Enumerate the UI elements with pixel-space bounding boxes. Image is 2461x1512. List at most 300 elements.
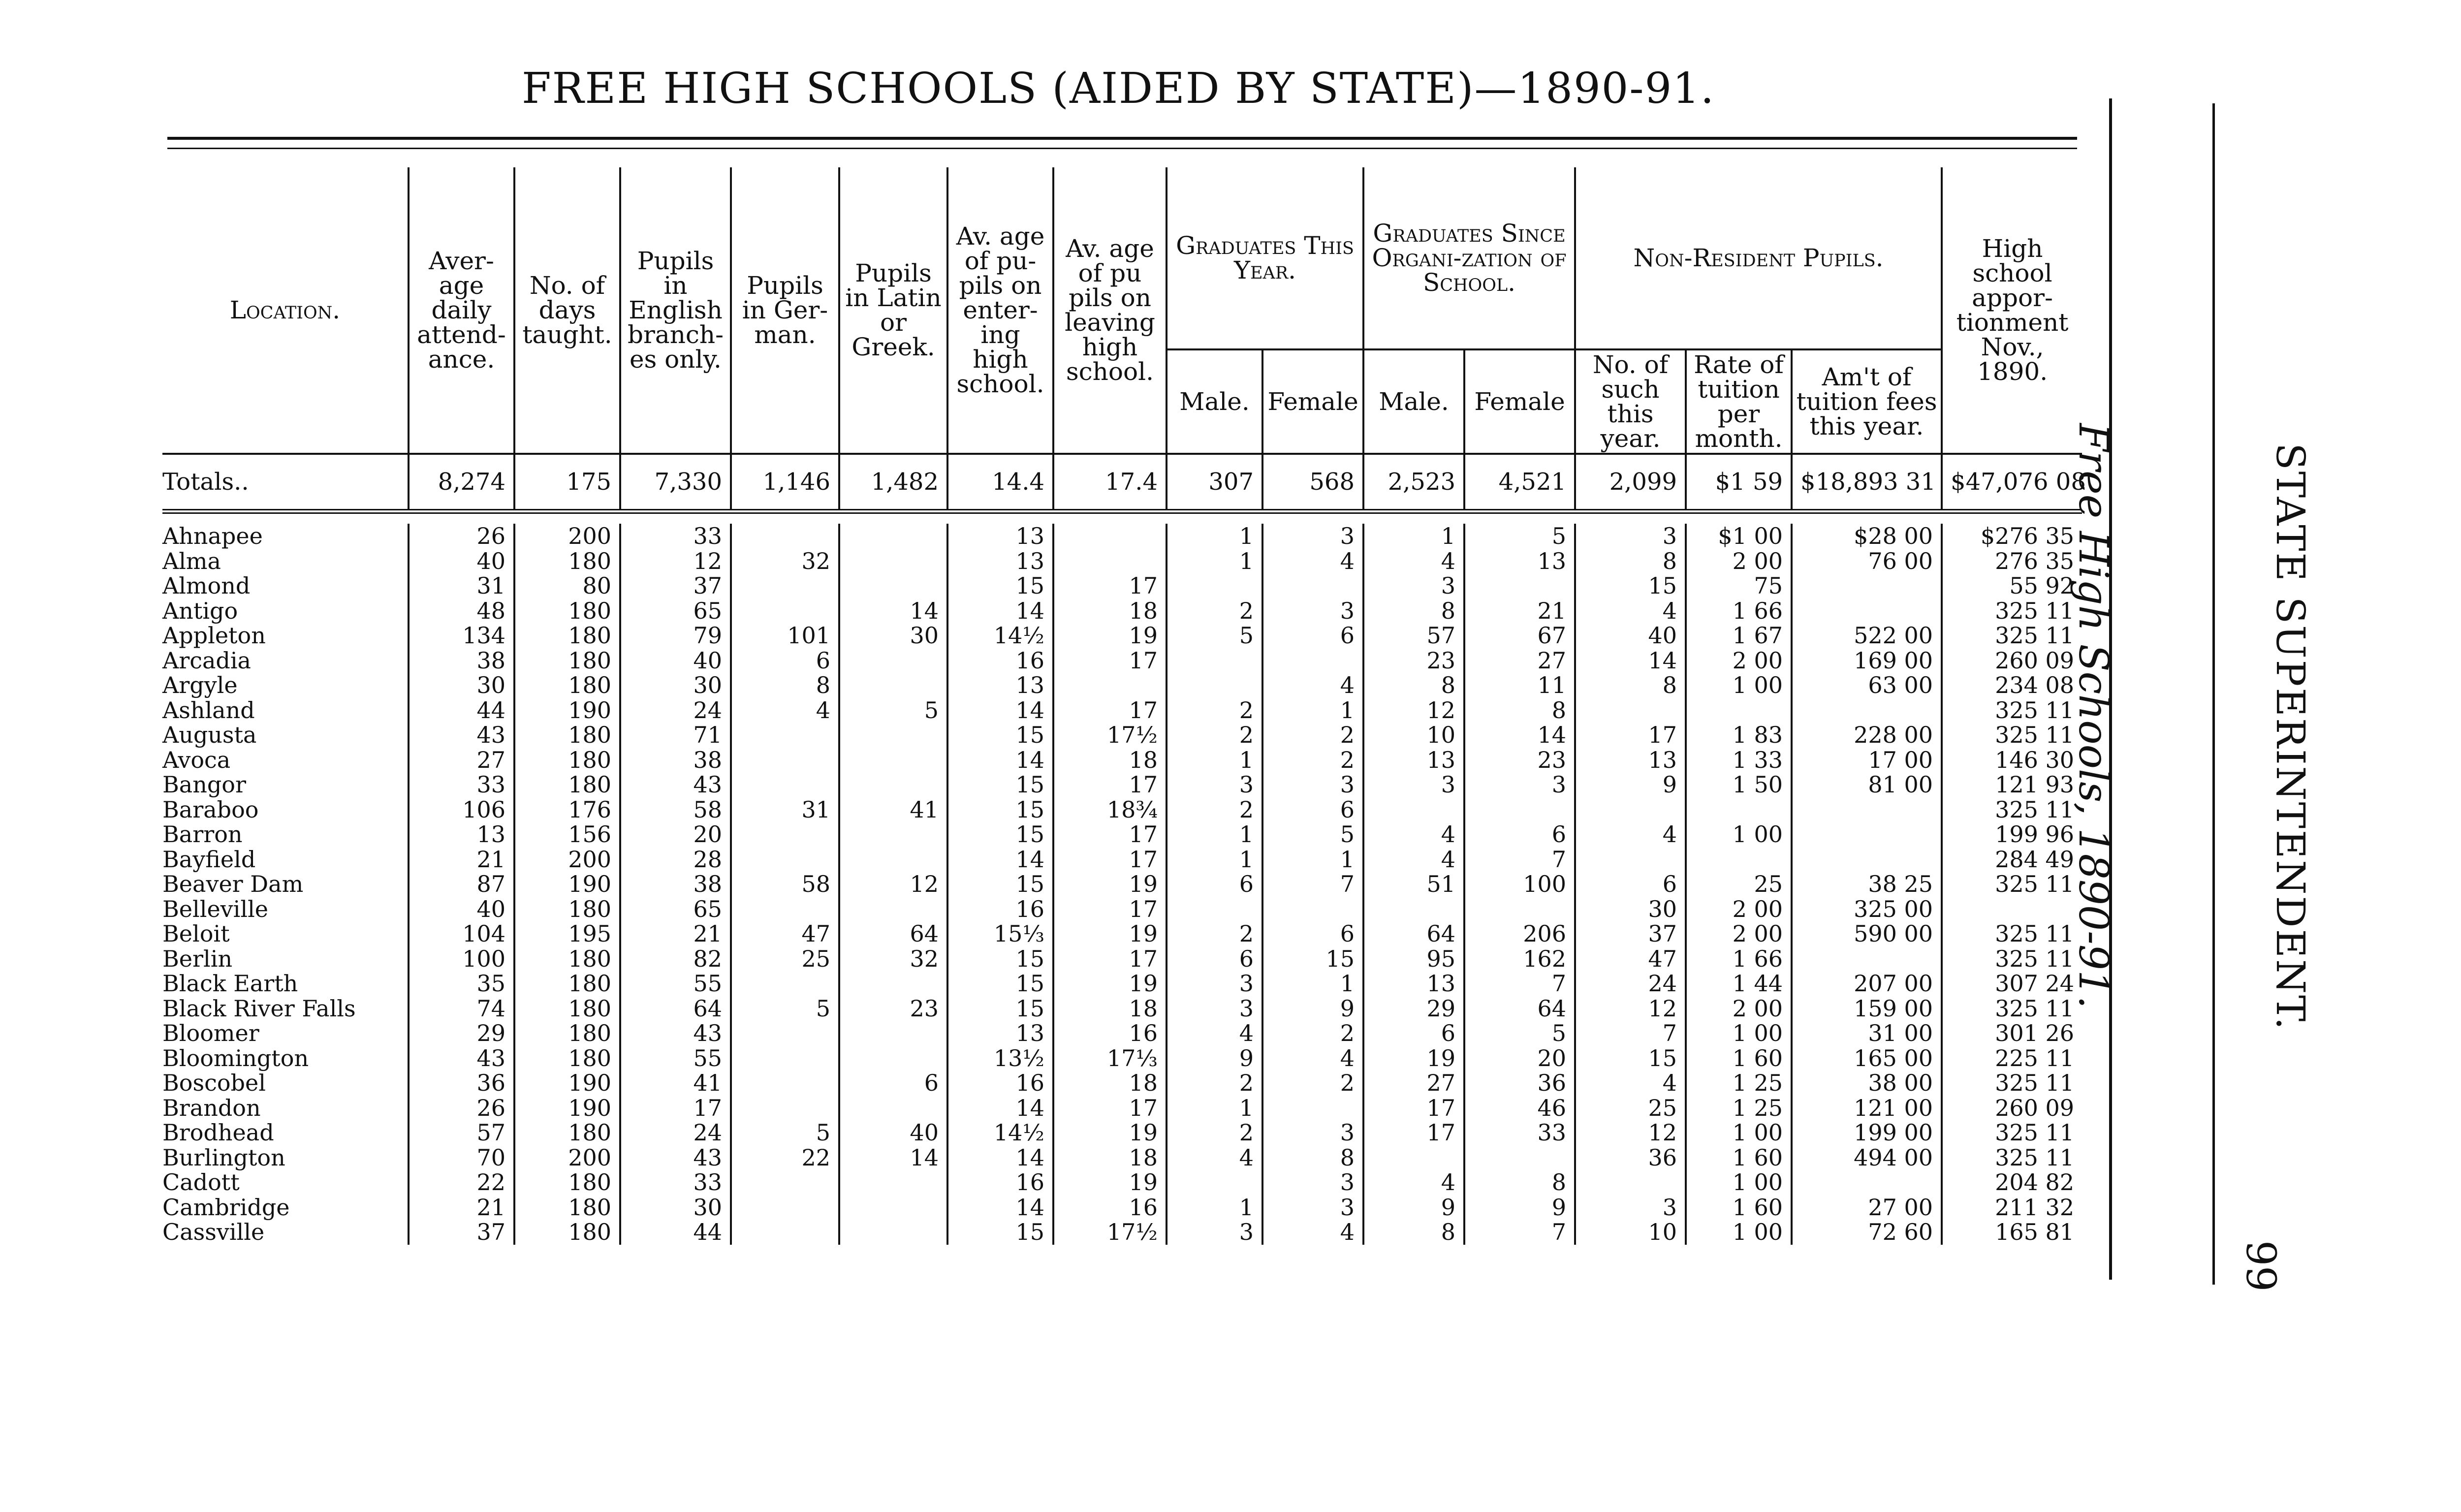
- table-cell: 3: [1262, 1120, 1363, 1145]
- table-cell: 16: [1053, 1195, 1167, 1220]
- table-cell: 4: [1575, 598, 1686, 624]
- table-cell: 325 11: [1942, 996, 2082, 1021]
- table-cell: 5: [839, 698, 947, 723]
- table-cell: 325 11: [1942, 598, 2082, 624]
- table-cell: 64: [620, 996, 731, 1021]
- table-cell: 16: [947, 897, 1053, 922]
- table-cell: 26: [409, 524, 514, 549]
- table-cell: 10: [1575, 1220, 1686, 1245]
- table-cell: 121 00: [1792, 1096, 1942, 1121]
- table-cell: [839, 971, 947, 996]
- table-cell: 228 00: [1792, 723, 1942, 748]
- table-cell: 17: [1053, 698, 1167, 723]
- table-cell: [731, 1021, 839, 1046]
- table-cell: 2: [1262, 748, 1363, 773]
- table-cell: 17: [1053, 847, 1167, 872]
- table-cell: [1792, 698, 1942, 723]
- table-cell: 30: [620, 1195, 731, 1220]
- table-cell: 121 93: [1942, 772, 2082, 797]
- table-cell: 14½: [947, 623, 1053, 648]
- table-cell: 159 00: [1792, 996, 1942, 1021]
- table-cell: 307 24: [1942, 971, 2082, 996]
- table-cell: 7: [1262, 872, 1363, 897]
- table-cell: 67: [1464, 623, 1575, 648]
- table-cell: 14: [947, 698, 1053, 723]
- table-cell: 15: [1575, 1046, 1686, 1071]
- table-cell: 1,146: [731, 454, 839, 511]
- table-cell: 17: [1053, 772, 1167, 797]
- table-cell: 17: [1363, 1120, 1464, 1145]
- table-row: [162, 1071, 2082, 1096]
- table-cell: 6: [1167, 872, 1262, 897]
- table-cell: 30: [839, 623, 947, 648]
- table-cell: 19: [1363, 1046, 1464, 1071]
- table-cell: 1: [1167, 748, 1262, 773]
- table-cell: 3: [1262, 1195, 1363, 1220]
- table-cell: 9: [1363, 1195, 1464, 1220]
- table-cell: 24: [1575, 971, 1686, 996]
- table-cell: 1 00: [1686, 1170, 1792, 1195]
- table-cell: [1792, 797, 1942, 822]
- table-cell: 82: [620, 946, 731, 972]
- table-cell: 3: [1575, 524, 1686, 549]
- table-cell: 51: [1363, 872, 1464, 897]
- table-cell: $1 59: [1686, 454, 1792, 511]
- table-cell: 30: [1575, 897, 1686, 922]
- school-location: Appleton: [162, 622, 266, 649]
- table-row: [162, 524, 2082, 549]
- table-cell: 7: [1575, 1021, 1686, 1046]
- school-location: Belleville: [162, 895, 269, 922]
- page-number: 99: [2237, 1240, 2284, 1292]
- table-cell: 65: [620, 897, 731, 922]
- table-cell: 3: [1262, 772, 1363, 797]
- table-row: [162, 598, 2082, 624]
- table-cell: 1: [1167, 847, 1262, 872]
- table-cell: 207 00: [1792, 971, 1942, 996]
- table-cell: 101: [731, 623, 839, 648]
- table-cell: 260 09: [1942, 648, 2082, 673]
- table-cell: 14: [947, 1096, 1053, 1121]
- table-row: [162, 1220, 2082, 1245]
- table-cell: 19: [1053, 623, 1167, 648]
- table-cell: 1 50: [1686, 772, 1792, 797]
- table-cell: 190: [514, 698, 620, 723]
- table-cell: 325 11: [1942, 1071, 2082, 1096]
- table-cell: [839, 1170, 947, 1195]
- school-location: Berlin: [162, 945, 233, 972]
- table-cell: 180: [514, 1120, 620, 1145]
- table-cell: 37: [1575, 921, 1686, 946]
- school-location: Brandon: [162, 1094, 261, 1121]
- table-cell: 4: [731, 698, 839, 723]
- table-cell: 27: [1363, 1071, 1464, 1096]
- school-location: Boscobel: [162, 1070, 266, 1096]
- table-cell: 4: [1575, 822, 1686, 847]
- header-nr-count: No. of such this year.: [1575, 349, 1686, 454]
- table-cell: 1 66: [1686, 946, 1792, 972]
- table-cell: 9: [1167, 1046, 1262, 1071]
- school-location: Black River Falls: [162, 995, 356, 1022]
- table-cell: [1167, 673, 1262, 698]
- table-cell: 8: [1363, 598, 1464, 624]
- table-row: [162, 748, 2082, 773]
- header-non-resident: Non-Resident Pupils.: [1575, 167, 1942, 349]
- table-cell: 1 60: [1686, 1145, 1792, 1170]
- table-cell: 31: [731, 797, 839, 822]
- table-cell: 180: [514, 598, 620, 624]
- table-cell: [839, 549, 947, 574]
- table-cell: 19: [1053, 872, 1167, 897]
- table-cell: 29: [1363, 996, 1464, 1021]
- side-header: STATE SUPERINTENDENT.: [2268, 443, 2313, 1031]
- schools-table-container: [162, 167, 2086, 1245]
- header-pupils-english: Pupils in English branch-es only.: [620, 167, 731, 454]
- table-cell: 14: [947, 847, 1053, 872]
- table-cell: 71: [620, 723, 731, 748]
- table-cell: 3: [1363, 573, 1464, 598]
- table-cell: 15: [1575, 573, 1686, 598]
- table-cell: 225 11: [1942, 1046, 2082, 1071]
- table-cell: [1262, 897, 1363, 922]
- table-cell: 18: [1053, 748, 1167, 773]
- table-cell: 5: [1167, 623, 1262, 648]
- table-cell: 11: [1464, 673, 1575, 698]
- table-cell: 64: [1464, 996, 1575, 1021]
- table-cell: 325 11: [1942, 797, 2082, 822]
- table-cell: 19: [1053, 971, 1167, 996]
- table-cell: [1575, 698, 1686, 723]
- table-cell: 1: [1167, 1096, 1262, 1121]
- table-cell: [839, 1220, 947, 1245]
- table-cell: 9: [1262, 996, 1363, 1021]
- table-cell: 325 11: [1942, 1120, 2082, 1145]
- table-cell: 75: [1686, 573, 1792, 598]
- table-cell: 43: [620, 772, 731, 797]
- table-cell: 4: [1363, 822, 1464, 847]
- table-cell: [1167, 573, 1262, 598]
- table-cell: 1 00: [1686, 822, 1792, 847]
- table-row: [162, 623, 2082, 648]
- table-cell: 12: [1363, 698, 1464, 723]
- table-cell: 21: [409, 847, 514, 872]
- table-row: [162, 847, 2082, 872]
- table-cell: 180: [514, 946, 620, 972]
- table-cell: 106: [409, 797, 514, 822]
- table-cell: 6: [1262, 623, 1363, 648]
- table-cell: [839, 573, 947, 598]
- table-cell: 180: [514, 1195, 620, 1220]
- table-cell: $18,893 31: [1792, 454, 1942, 511]
- table-cell: 3: [1262, 1170, 1363, 1195]
- table-cell: 14: [947, 1195, 1053, 1220]
- table-cell: 100: [1464, 872, 1575, 897]
- table-cell: 14½: [947, 1120, 1053, 1145]
- table-cell: 48: [409, 598, 514, 624]
- header-graduates-since: Graduates Since Organi-zation of School.: [1363, 167, 1575, 349]
- table-cell: 18: [1053, 1071, 1167, 1096]
- table-cell: 2 00: [1686, 921, 1792, 946]
- table-cell: 284 49: [1942, 847, 2082, 872]
- table-cell: 47: [1575, 946, 1686, 972]
- table-cell: 41: [620, 1071, 731, 1096]
- table-cell: [839, 847, 947, 872]
- table-cell: [731, 1195, 839, 1220]
- table-cell: 1 00: [1686, 673, 1792, 698]
- table-cell: 55: [620, 1046, 731, 1071]
- table-cell: 176: [514, 797, 620, 822]
- table-row: [162, 996, 2082, 1021]
- school-location: Brodhead: [162, 1119, 274, 1146]
- table-cell: 38 25: [1792, 872, 1942, 897]
- table-cell: 100: [409, 946, 514, 972]
- table-cell: 180: [514, 1046, 620, 1071]
- table-cell: 36: [1464, 1071, 1575, 1096]
- table-cell: [839, 1046, 947, 1071]
- table-cell: 15: [947, 971, 1053, 996]
- table-row: [162, 1096, 2082, 1121]
- table-cell: [1575, 847, 1686, 872]
- table-cell: 23: [1363, 648, 1464, 673]
- table-cell: 1: [1167, 524, 1262, 549]
- table-cell: 27 00: [1792, 1195, 1942, 1220]
- table-cell: 4: [1363, 847, 1464, 872]
- table-cell: 2: [1262, 1021, 1363, 1046]
- table-cell: 260 09: [1942, 1096, 2082, 1121]
- table-cell: 8: [1262, 1145, 1363, 1170]
- table-cell: 7: [1464, 1220, 1575, 1245]
- table-cell: 24: [620, 1120, 731, 1145]
- table-cell: 14.4: [947, 454, 1053, 511]
- table-cell: [1167, 1170, 1262, 1195]
- table-cell: 43: [409, 1046, 514, 1071]
- table-cell: [731, 524, 839, 549]
- table-cell: 1 25: [1686, 1096, 1792, 1121]
- table-cell: 180: [514, 772, 620, 797]
- table-cell: 37: [620, 573, 731, 598]
- table-cell: 4: [1363, 549, 1464, 574]
- table-cell: 70: [409, 1145, 514, 1170]
- table-cell: 43: [409, 723, 514, 748]
- table-cell: 30: [409, 673, 514, 698]
- table-cell: 22: [409, 1170, 514, 1195]
- table-cell: 5: [731, 1120, 839, 1145]
- table-cell: 44: [409, 698, 514, 723]
- table-cell: 307: [1167, 454, 1262, 511]
- table-cell: 25: [1575, 1096, 1686, 1121]
- table-cell: 1 83: [1686, 723, 1792, 748]
- table-cell: 40: [1575, 623, 1686, 648]
- table-cell: 15: [947, 723, 1053, 748]
- table-cell: 25: [1686, 872, 1792, 897]
- table-cell: [1686, 698, 1792, 723]
- table-cell: 14: [839, 598, 947, 624]
- table-cell: 5: [1464, 524, 1575, 549]
- table-cell: 17: [1053, 573, 1167, 598]
- school-location: Alma: [162, 547, 221, 574]
- table-cell: 17.4: [1053, 454, 1167, 511]
- table-cell: 76 00: [1792, 549, 1942, 574]
- table-cell: 8: [731, 673, 839, 698]
- table-cell: 13: [947, 1021, 1053, 1046]
- table-row: [162, 872, 2082, 897]
- table-cell: 1 33: [1686, 748, 1792, 773]
- table-cell: 3: [1167, 996, 1262, 1021]
- table-cell: 2: [1167, 797, 1262, 822]
- table-cell: 211 32: [1942, 1195, 2082, 1220]
- table-cell: 2 00: [1686, 549, 1792, 574]
- table-cell: 8: [1575, 673, 1686, 698]
- table-cell: 21: [409, 1195, 514, 1220]
- table-cell: [1575, 797, 1686, 822]
- table-cell: 12: [620, 549, 731, 574]
- table-cell: 8: [1464, 698, 1575, 723]
- table-cell: 1: [1262, 698, 1363, 723]
- table-cell: 325 11: [1942, 1145, 2082, 1170]
- school-location: Augusta: [162, 722, 257, 748]
- table-cell: 8: [1575, 549, 1686, 574]
- table-cell: 13: [1363, 971, 1464, 996]
- table-row: [162, 1021, 2082, 1046]
- table-cell: [1363, 897, 1464, 922]
- table-cell: 325 00: [1792, 897, 1942, 922]
- table-cell: 9: [1464, 1195, 1575, 1220]
- table-cell: 1 25: [1686, 1071, 1792, 1096]
- table-cell: 95: [1363, 946, 1464, 972]
- table-cell: $276 35: [1942, 524, 2082, 549]
- table-cell: 79: [620, 623, 731, 648]
- table-cell: 6: [1363, 1021, 1464, 1046]
- table-cell: 27: [409, 748, 514, 773]
- school-location: Cadott: [162, 1169, 240, 1196]
- table-cell: 18: [1053, 598, 1167, 624]
- table-cell: 5: [1464, 1021, 1575, 1046]
- table-cell: 301 26: [1942, 1021, 2082, 1046]
- school-location: Argyle: [162, 672, 238, 698]
- table-cell: $1 00: [1686, 524, 1792, 549]
- table-cell: 200: [514, 524, 620, 549]
- table-cell: 1 00: [1686, 1120, 1792, 1145]
- table-cell: 41: [839, 797, 947, 822]
- header-pupils-latin: Pupils in Latin or Greek.: [839, 167, 947, 454]
- table-cell: 180: [514, 723, 620, 748]
- table-cell: 4: [1167, 1145, 1262, 1170]
- table-cell: 14: [947, 598, 1053, 624]
- table-cell: 180: [514, 623, 620, 648]
- side-running-title: Free High Schools, 1890-91.: [2070, 423, 2116, 1009]
- table-row: [162, 698, 2082, 723]
- table-cell: 180: [514, 1170, 620, 1195]
- table-cell: 24: [620, 698, 731, 723]
- table-cell: 6: [731, 648, 839, 673]
- table-cell: [731, 772, 839, 797]
- table-row: [162, 1120, 2082, 1145]
- school-location: Bangor: [162, 771, 246, 798]
- header-grad-male: Male.: [1167, 349, 1262, 454]
- table-cell: 1 00: [1686, 1021, 1792, 1046]
- table-cell: 1 60: [1686, 1195, 1792, 1220]
- table-cell: 17: [1575, 723, 1686, 748]
- school-location: Ashland: [162, 696, 255, 724]
- table-cell: 4: [1363, 1170, 1464, 1195]
- table-cell: 87: [409, 872, 514, 897]
- table-cell: 14: [947, 748, 1053, 773]
- header-since-male: Male.: [1363, 349, 1464, 454]
- table-cell: 3: [1167, 1220, 1262, 1245]
- table-cell: 522 00: [1792, 623, 1942, 648]
- table-row: [162, 897, 2082, 922]
- table-cell: [839, 1021, 947, 1046]
- table-cell: 80: [514, 573, 620, 598]
- table-cell: 26: [409, 1096, 514, 1121]
- table-cell: 29: [409, 1021, 514, 1046]
- table-cell: [1792, 598, 1942, 624]
- table-cell: 16: [947, 1170, 1053, 1195]
- table-cell: 31 00: [1792, 1021, 1942, 1046]
- table-cell: 21: [1464, 598, 1575, 624]
- table-cell: 146 30: [1942, 748, 2082, 773]
- table-cell: 165 00: [1792, 1046, 1942, 1071]
- table-cell: 276 35: [1942, 549, 2082, 574]
- table-cell: 28: [620, 847, 731, 872]
- school-location: Bloomington: [162, 1044, 309, 1071]
- table-cell: 55: [620, 971, 731, 996]
- table-cell: 2: [1167, 921, 1262, 946]
- title-rule: [167, 137, 2077, 140]
- table-cell: [1792, 1170, 1942, 1195]
- table-cell: 47: [731, 921, 839, 946]
- table-cell: [731, 1071, 839, 1096]
- table-cell: [1363, 1145, 1464, 1170]
- table-cell: [839, 524, 947, 549]
- table-cell: 6: [1464, 822, 1575, 847]
- header-nr-rate: Rate of tuition per month.: [1686, 349, 1792, 454]
- table-cell: [1167, 648, 1262, 673]
- table-cell: 568: [1262, 454, 1363, 511]
- table-cell: 180: [514, 971, 620, 996]
- table-cell: 199 00: [1792, 1120, 1942, 1145]
- school-location: Burlington: [162, 1144, 285, 1171]
- header-since-female: Female: [1464, 349, 1575, 454]
- table-cell: [731, 1046, 839, 1071]
- table-cell: [731, 1220, 839, 1245]
- table-cell: 13: [947, 524, 1053, 549]
- table-cell: 2: [1262, 723, 1363, 748]
- table-cell: 58: [620, 797, 731, 822]
- table-cell: [1686, 847, 1792, 872]
- table-cell: 8: [1363, 1220, 1464, 1245]
- table-cell: 190: [514, 872, 620, 897]
- totals-row: [162, 454, 2082, 511]
- table-cell: 33: [409, 772, 514, 797]
- table-cell: 15: [947, 772, 1053, 797]
- table-cell: 156: [514, 822, 620, 847]
- table-cell: [839, 897, 947, 922]
- table-cell: 15: [947, 797, 1053, 822]
- table-cell: [839, 648, 947, 673]
- table-cell: 20: [620, 822, 731, 847]
- table-cell: 33: [620, 1170, 731, 1195]
- school-location: Ahnapee: [162, 523, 263, 549]
- table-cell: 325 11: [1942, 921, 2082, 946]
- table-cell: 204 82: [1942, 1170, 2082, 1195]
- table-cell: 2,099: [1575, 454, 1686, 511]
- table-cell: 2: [1262, 1071, 1363, 1096]
- table-cell: 30: [620, 673, 731, 698]
- table-cell: 590 00: [1792, 921, 1942, 946]
- table-body: [162, 454, 2086, 1245]
- table-cell: 15: [1262, 946, 1363, 972]
